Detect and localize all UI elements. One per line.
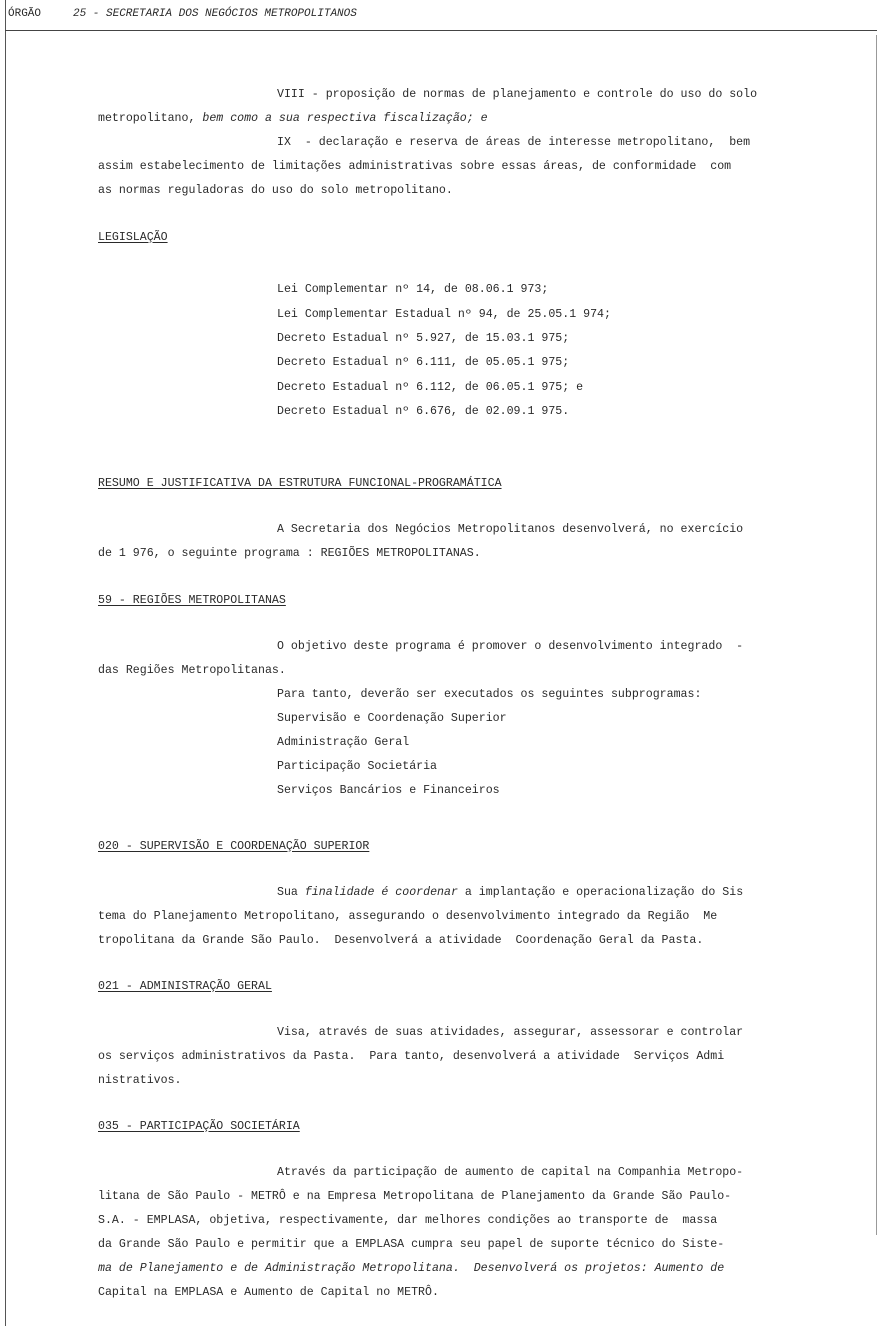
sub-021-line-1: Visa, através de suas atividades, assegurar, assessorar e controlar (277, 1026, 744, 1039)
legislacao-item: Lei Complementar nº 14, de 08.06.1 973; (277, 283, 549, 296)
item-ix-line-3: as normas reguladoras do uso do solo metropolitano. (98, 184, 453, 197)
resumo-line-2: de 1 976, o seguinte programa : REGIÕES METROPOLITANAS. (98, 547, 481, 560)
item-viii-line-2: metropolitano, bem como a sua respectiva fiscalização; e (98, 112, 488, 125)
sub-035-line-2: litana de São Paulo - METRÔ e na Empresa Metropolitana de Planejamento da Grande São Paulo- (98, 1190, 732, 1203)
legislacao-item: Decreto Estadual nº 6.111, de 05.05.1 975; (277, 356, 570, 369)
legislacao-item: Decreto Estadual nº 6.112, de 06.05.1 975; e (277, 381, 584, 394)
subprograma-item: Serviços Bancários e Financeiros (277, 784, 500, 797)
sub-020-line-1: Sua finalidade é coordenar a implantação e operacionalização do Sis (277, 886, 744, 899)
sub-035-line-4: da Grande São Paulo e permitir que a EMPLASA cumpra seu papel de suporte técnico do Siste- (98, 1238, 725, 1251)
sub-020-line-2: tema do Planejamento Metropolitano, assegurando o desenvolvimento integrado da Região Me (98, 910, 718, 923)
subprograma-item: Administração Geral (277, 736, 410, 749)
page-left-border (5, 0, 6, 1326)
sub-035-line-3: S.A. - EMPLASA, objetiva, respectivamente, dar melhores condições ao transporte de massa (98, 1214, 718, 1227)
programa-59-heading: 59 - REGIÕES METROPOLITANAS (98, 594, 286, 607)
item-ix-line-1: IX - declaração e reserva de áreas de interesse metropolitano, bem (277, 136, 751, 149)
subprograma-item: Participação Societária (277, 760, 438, 773)
item-viii-line-1: VIII - proposição de normas de planejamento e controle do uso do solo (277, 88, 758, 101)
sub-020-heading: 020 - SUPERVISÃO E COORDENAÇÃO SUPERIOR (98, 840, 370, 853)
sub-035-line-5: ma de Planejamento e de Administração Metropolitana. Desenvolverá os projetos: Aumento de (98, 1262, 725, 1275)
subprograma-item: Supervisão e Coordenação Superior (277, 712, 507, 725)
programa-59-line-2: das Regiões Metropolitanas. (98, 664, 286, 677)
resumo-heading: RESUMO E JUSTIFICATIVA DA ESTRUTURA FUNCIONAL-PROGRAMÁTICA (98, 477, 502, 490)
page-right-border (876, 35, 877, 1235)
programa-59-line-1: O objetivo deste programa é promover o desenvolvimento integrado - (277, 640, 744, 653)
sub-021-heading: 021 - ADMINISTRAÇÃO GERAL (98, 980, 272, 993)
orgao-label: ÓRGÃO (8, 8, 42, 20)
sub-021-line-3: nistrativos. (98, 1074, 182, 1087)
programa-59-line-3: Para tanto, deverão ser executados os seguintes subprogramas: (277, 688, 702, 701)
header-rule (5, 30, 877, 31)
legislacao-item: Lei Complementar Estadual nº 94, de 25.05.1 974; (277, 308, 611, 321)
legislacao-heading: LEGISLAÇÃO (98, 231, 168, 244)
header-title: 25 - SECRETARIA DOS NEGÓCIOS METROPOLITANOS (73, 8, 357, 20)
sub-021-line-2: os serviços administrativos da Pasta. Para tanto, desenvolverá a atividade Serviços Admi (98, 1050, 725, 1063)
sub-035-heading: 035 - PARTICIPAÇÃO SOCIETÁRIA (98, 1120, 300, 1133)
sub-035-line-1: Através da participação de aumento de capital na Companhia Metropo- (277, 1166, 744, 1179)
resumo-line-1: A Secretaria dos Negócios Metropolitanos desenvolverá, no exercício (277, 523, 744, 536)
sub-035-line-6: Capital na EMPLASA e Aumento de Capital no METRÔ. (98, 1286, 439, 1299)
sub-020-line-3: tropolitana da Grande São Paulo. Desenvolverá a atividade Coordenação Geral da Pasta. (98, 934, 704, 947)
legislacao-item: Decreto Estadual nº 5.927, de 15.03.1 975; (277, 332, 570, 345)
legislacao-item: Decreto Estadual nº 6.676, de 02.09.1 975. (277, 405, 570, 418)
item-ix-line-2: assim estabelecimento de limitações administrativas sobre essas áreas, de conformidade com (98, 160, 732, 173)
